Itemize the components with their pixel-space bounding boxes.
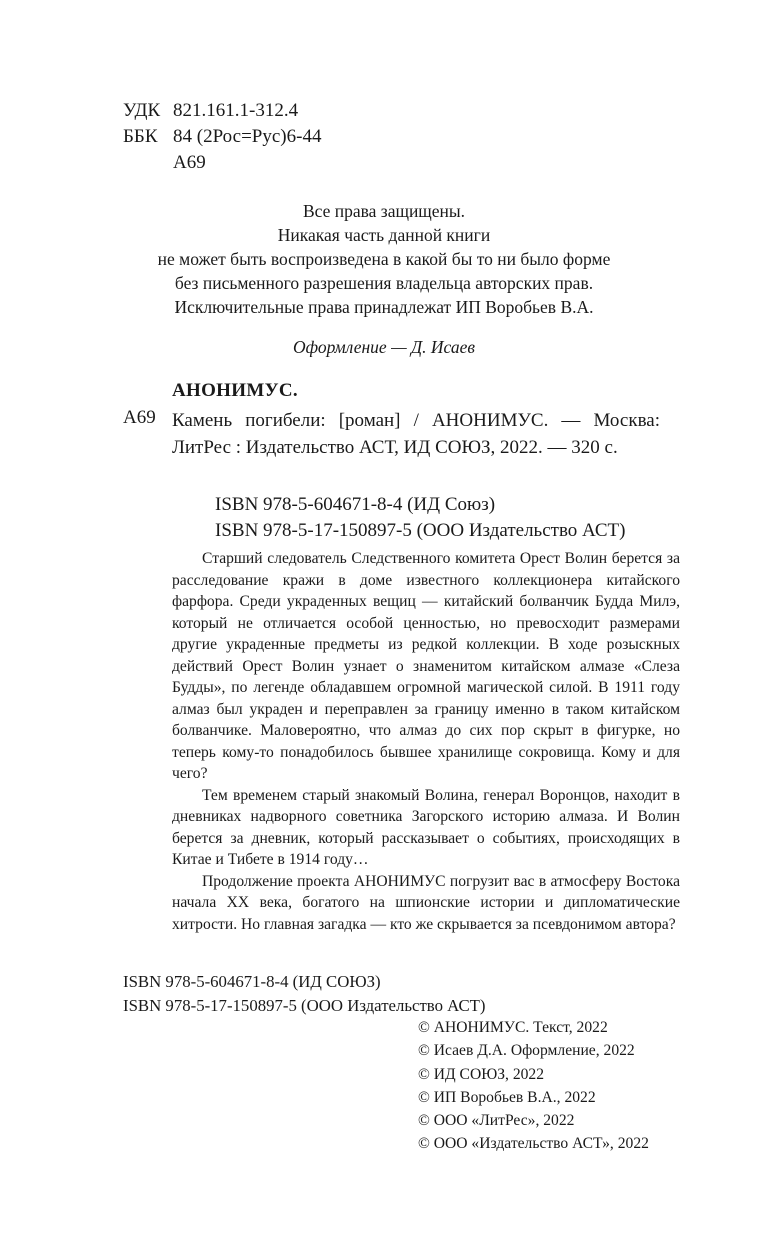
copyright-line: © ООО «ЛитРес», 2022 <box>418 1112 575 1130</box>
bottom-isbn-block <box>123 970 486 1018</box>
udk-row <box>123 98 321 124</box>
card-description: Камень погибели: [роман] / АНОНИМУС. — Москва: ЛитРес : Издательство АСТ, ИД СОЮЗ, 2022. — 320 с. <box>172 410 660 458</box>
classification-block <box>123 98 321 176</box>
isbn-line: ISBN 978-5-17-150897-5 (ООО Издательство АСТ) <box>123 996 486 1015</box>
bbk-label: ББК <box>123 126 158 147</box>
rights-line: Исключительные права принадлежат ИП Воробьев В.А. <box>174 297 594 317</box>
udk-value: 821.161.1-312.4 <box>173 100 299 121</box>
copyright-line: © ИД СОЮЗ, 2022 <box>418 1065 545 1083</box>
author-mark: А69 <box>173 152 206 173</box>
bbk-row <box>123 124 321 150</box>
design-credit: Оформление — Д. Исаев <box>293 337 475 357</box>
rights-line: Все права защищены. <box>302 201 466 221</box>
rights-line: не может быть воспроизведена в какой бы то ни было форме <box>157 249 611 269</box>
copyright-line: © АНОНИМУС. Текст, 2022 <box>418 1019 608 1036</box>
annotation-paragraph: Тем временем старый знакомый Волина, генерал Воронцов, находит в дневниках надворного советника Загорского историю алмаза. И Волин берется за дневник, который рассказывает о событиях, происходящих в Китае и Тибете в 1914 году… <box>172 786 680 868</box>
isbn-line: ISBN 978-5-604671-8-4 (ИД СОЮЗ) <box>123 972 381 991</box>
copyright-line: © ИП Воробьев В.А., 2022 <box>418 1088 596 1106</box>
copyright-list <box>418 1016 649 1156</box>
card-code: А69 <box>123 407 156 428</box>
card-isbn-line: ISBN 978-5-17-150897-5 (ООО Издательство АСТ) <box>215 520 626 541</box>
rights-notice <box>0 199 768 319</box>
rights-line: Никакая часть данной книги <box>277 225 491 245</box>
card-isbn-block <box>215 492 625 544</box>
udk-label: УДК <box>123 100 161 121</box>
copyright-line: © Исаев Д.А. Оформление, 2022 <box>418 1042 635 1060</box>
annotation-paragraph: Старший следователь Следственного комитета Орест Волин берется за расследование кражи в доме известного коллекционера китайского фарфора. Среди украденных вещиц — китайский болванчик Будда Милэ, который не отличается особой ценностью, но превосходит размерами другие украденные предметы из редкой коллекции. В ходе розыскных действий Орест Волин узнает о знаменитом китайском алмазе «Слеза Будды», по легенде обладавшем огромной магической силой. В 1911 году алмаз был украден и переправлен за границу именно в таком китайском болванчике. Маловероятно, что алмаз до сих пор скрыт в фигурке, но теперь кому-то понадобилось бывшее хранилище сокровища. Кому и для чего? <box>172 550 680 782</box>
card-isbn-line: ISBN 978-5-604671-8-4 (ИД Союз) <box>215 494 496 515</box>
bbk-value: 84 (2Рос=Рус)6-44 <box>173 126 322 147</box>
annotation-paragraph: Продолжение проекта АНОНИМУС погрузит вас в атмосферу Востока начала XX века, богатого на шпионские истории и дипломатические хитрости. Но главная загадка — кто же скрывается за псевдонимом автора? <box>172 872 680 933</box>
author-mark-row <box>123 150 321 176</box>
card-author: АНОНИМУС. <box>172 380 298 401</box>
copyright-line: © ООО «Издательство АСТ», 2022 <box>418 1135 649 1153</box>
rights-line: без письменного разрешения владельца авторских прав. <box>174 273 594 293</box>
annotation <box>172 548 680 935</box>
